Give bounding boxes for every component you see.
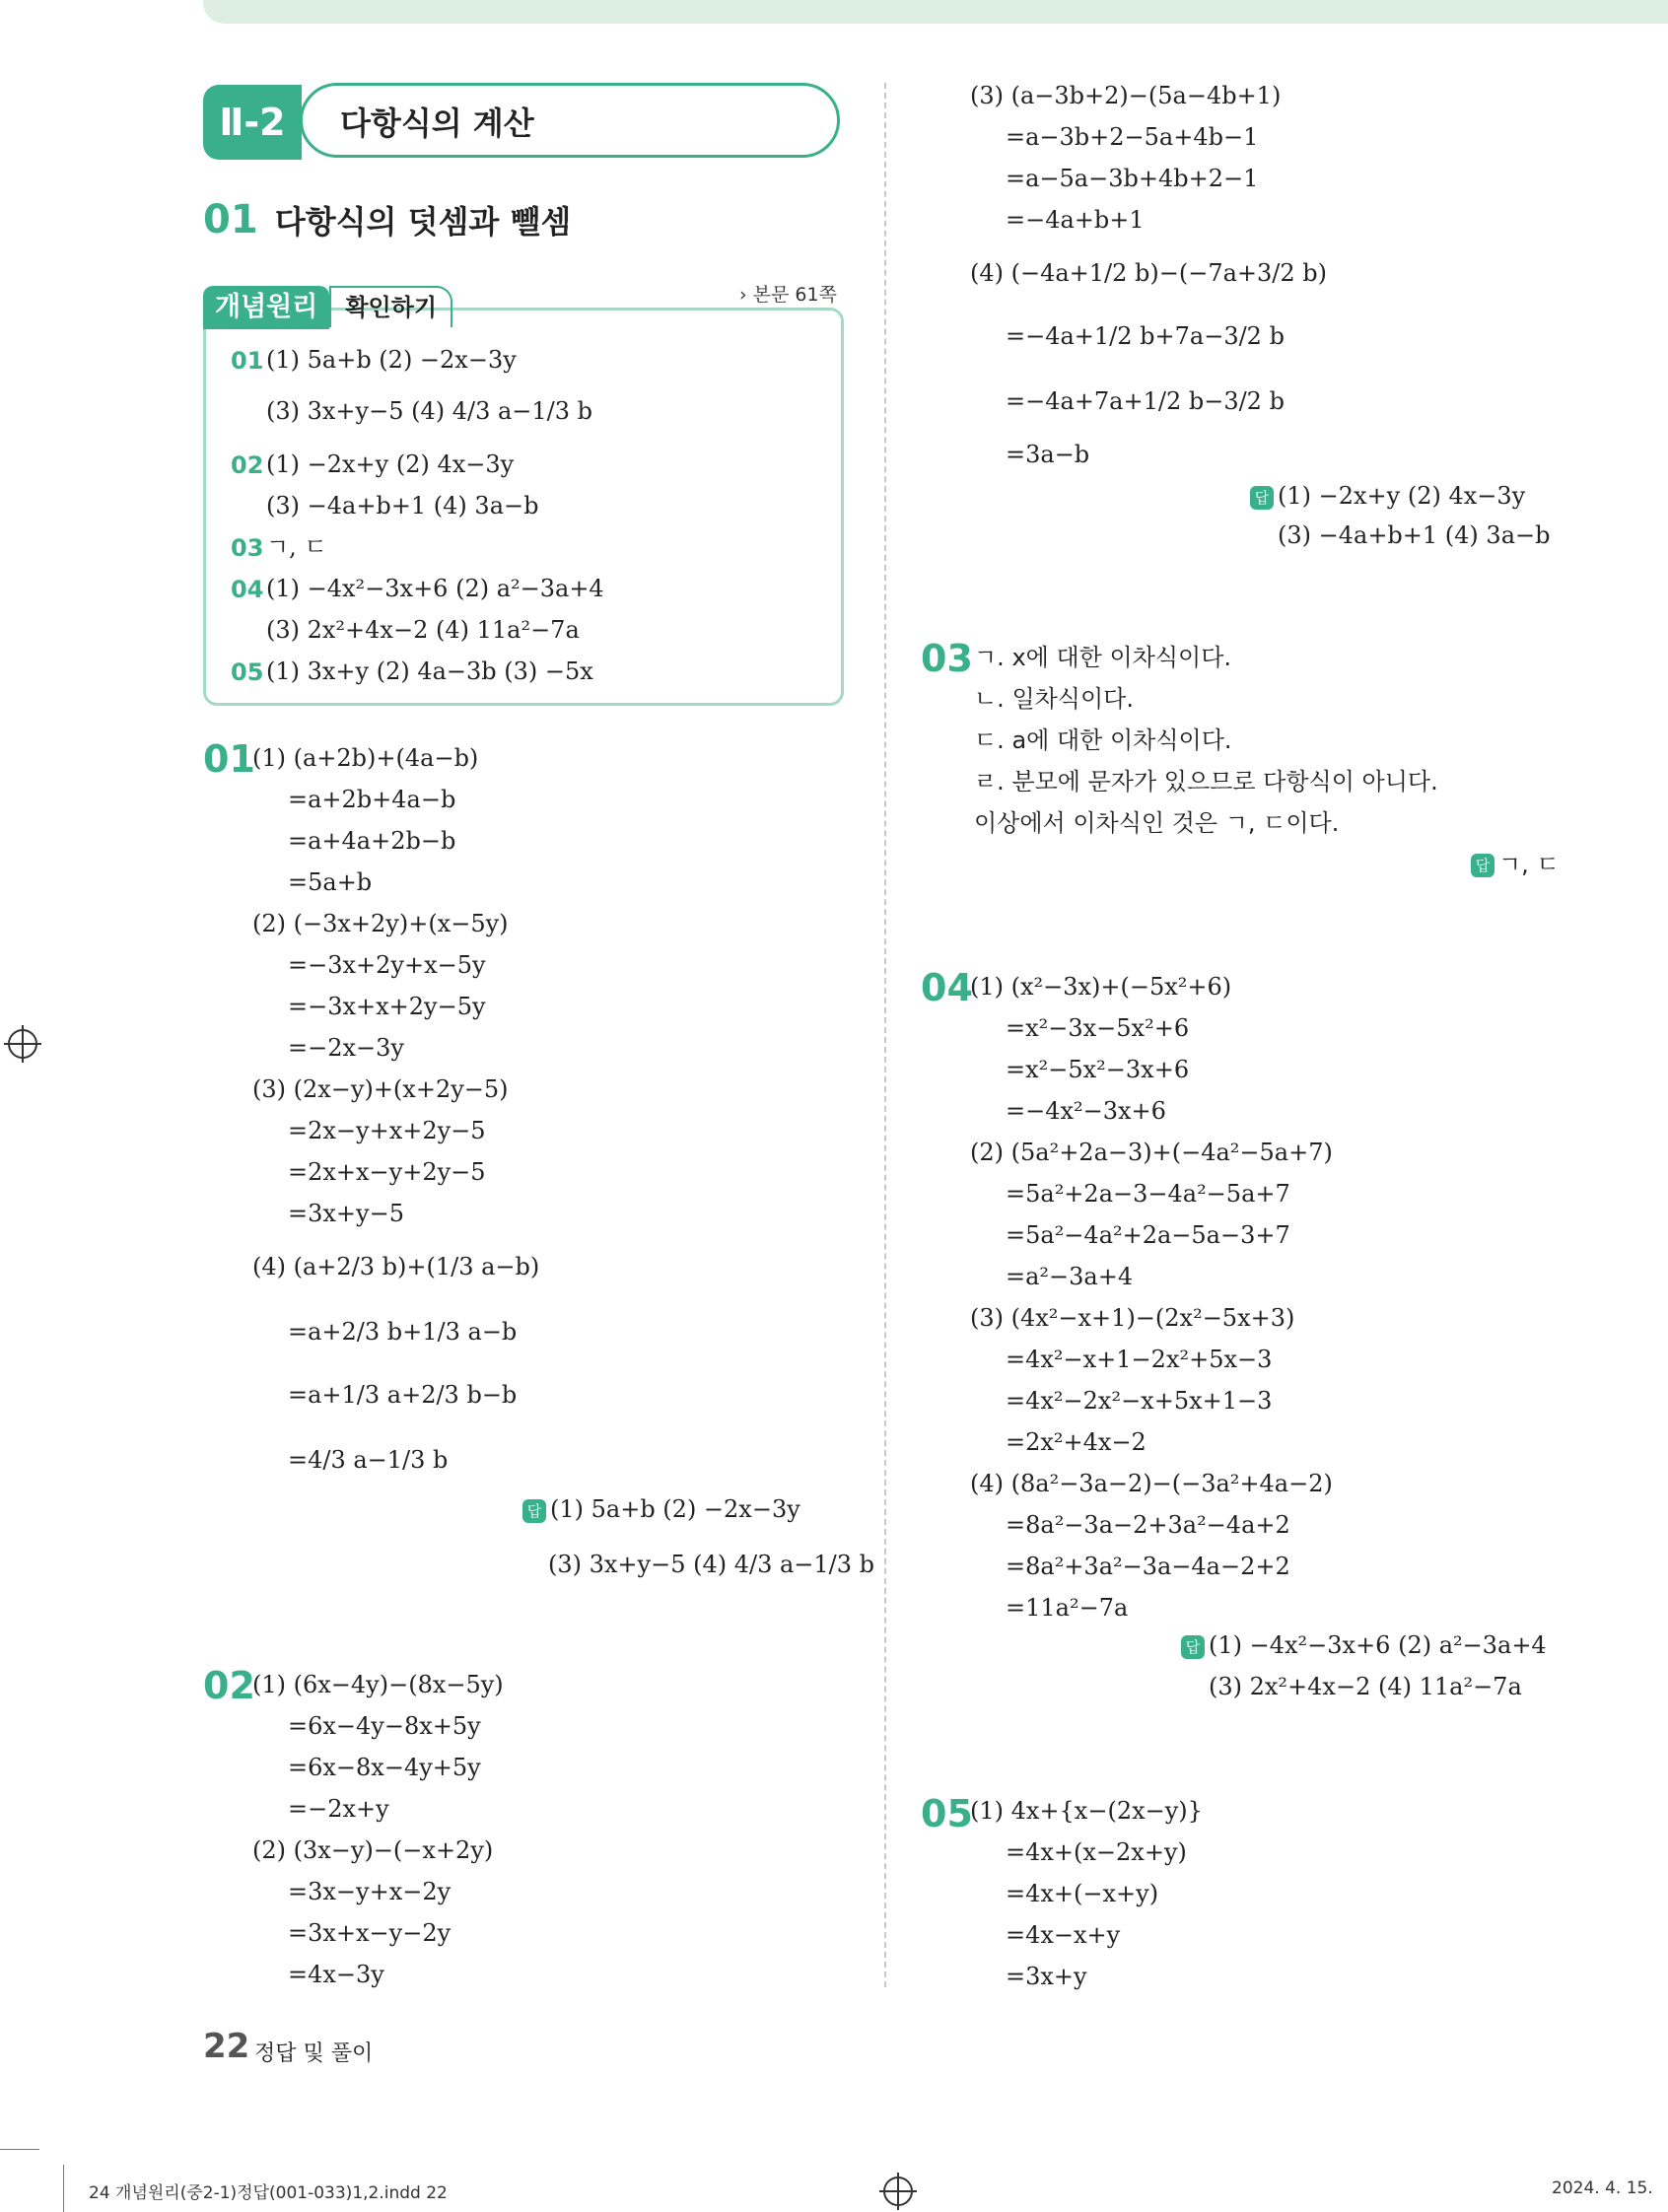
step-line: =−3x+2y+x−5y (288, 951, 486, 979)
step-line: =5a²+2a−3−4a²−5a+7 (1006, 1180, 1290, 1208)
chapter-tag: Ⅱ-2 (203, 85, 302, 160)
answer-line (1181, 1630, 1547, 1660)
problem-number: 01 (203, 737, 255, 781)
step-line: =a²−3a+4 (1006, 1263, 1134, 1290)
section-title-text: 다항식의 덧셈과 뺄셈 (274, 203, 572, 241)
step-line: ㄴ. 일차식이다. (974, 685, 1134, 713)
step-line: =2x−y+x+2y−5 (288, 1117, 486, 1144)
chapter-title: 다항식의 계산 (300, 83, 840, 158)
step-line: =3x+y−5 (288, 1200, 404, 1227)
registration-mark-icon (883, 2177, 913, 2206)
page-label: 정답 및 풀이 (254, 2041, 374, 2066)
step-line: =5a²−4a²+2a−5a−3+7 (1006, 1221, 1290, 1249)
step-line: (2) (5a²+2a−3)+(−4a²−5a+7) (970, 1139, 1333, 1166)
step-line: ㄷ. a에 대한 이차식이다. (974, 726, 1232, 754)
step-line: =3x+y (1006, 1963, 1087, 1990)
step-line: (2) (3x−y)−(−x+2y) (252, 1836, 494, 1864)
step-line: =−4a+7a+1/2 b−3/2 b (1006, 387, 1285, 415)
concept-box-header (203, 286, 452, 329)
answer-line (1250, 481, 1525, 511)
step-line: =a−5a−3b+4b+2−1 (1006, 165, 1259, 192)
step-line: =x²−5x²−3x+6 (1006, 1056, 1190, 1083)
answer-text: (3) 3x+y−5 (4) 4/3 a−1/3 b (548, 1551, 875, 1578)
problem-number: 05 (921, 1792, 973, 1835)
step-line: =4x²−2x²−x+5x+1−3 (1006, 1387, 1273, 1415)
step-line: =6x−8x−4y+5y (288, 1754, 481, 1781)
section-title (203, 197, 571, 242)
answer-mark-icon: 답 (1181, 1635, 1205, 1659)
item-number: 04 (231, 576, 264, 603)
item-line: (3) 2x²+4x−2 (4) 11a²−7a (266, 616, 580, 644)
step-line: =a+1/3 a+2/3 b−b (288, 1381, 518, 1409)
section-number: 01 (203, 197, 258, 242)
step-line: (3) (2x−y)+(x+2y−5) (252, 1075, 509, 1103)
chapter-header (203, 83, 844, 162)
step-line: ㄱ. x에 대한 이차식이다. (974, 644, 1232, 671)
item-number: 05 (231, 658, 264, 686)
item-number: 02 (231, 451, 264, 479)
page-reference: › 본문 61쪽 (739, 284, 837, 306)
item-line: (1) 3x+y (2) 4a−3b (3) −5x (266, 657, 593, 685)
crop-mark (63, 2165, 64, 2212)
registration-mark-icon (8, 1029, 37, 1059)
item-line: ㄱ, ㄷ (266, 533, 327, 561)
step-line: (4) (−4a+1/2 b)−(−7a+3/2 b) (970, 259, 1328, 287)
page-reference-text: 본문 61쪽 (752, 284, 837, 306)
answer-mark-icon: 답 (1250, 486, 1274, 510)
step-line: =4x−3y (288, 1961, 384, 1988)
step-line: (1) (6x−4y)−(8x−5y) (252, 1671, 504, 1698)
step-line: =8a²−3a−2+3a²−4a+2 (1006, 1511, 1290, 1539)
answer-mark-icon: 답 (1471, 854, 1494, 877)
problem-number: 04 (921, 966, 973, 1009)
top-banner (203, 0, 1668, 24)
step-line: =4/3 a−1/3 b (288, 1446, 449, 1474)
item-line: (1) 5a+b (2) −2x−3y (266, 346, 517, 374)
answer-text: (3) 2x²+4x−2 (4) 11a²−7a (1209, 1673, 1522, 1700)
answer-text: (3) −4a+b+1 (4) 3a−b (1278, 521, 1551, 549)
answer-text: (1) −2x+y (2) 4x−3y (1278, 482, 1526, 510)
step-line: =−2x+y (288, 1795, 389, 1823)
step-line: =5a+b (288, 868, 373, 896)
step-line: =3x−y+x−2y (288, 1878, 452, 1905)
step-line: =−2x−3y (288, 1034, 404, 1062)
item-line: (1) −4x²−3x+6 (2) a²−3a+4 (266, 575, 604, 602)
item-line: (1) −2x+y (2) 4x−3y (266, 450, 515, 478)
problem-number: 03 (921, 637, 973, 680)
step-line: =2x²+4x−2 (1006, 1428, 1147, 1456)
item-line: (3) −4a+b+1 (4) 3a−b (266, 492, 539, 519)
step-line: =6x−4y−8x+5y (288, 1712, 481, 1740)
step-line: =−3x+x+2y−5y (288, 993, 486, 1020)
step-line: (2) (−3x+2y)+(x−5y) (252, 910, 509, 937)
step-line: =4x−x+y (1006, 1921, 1121, 1949)
step-line: (3) (4x²−x+1)−(2x²−5x+3) (970, 1304, 1295, 1332)
step-line: (4) (8a²−3a−2)−(−3a²+4a−2) (970, 1470, 1333, 1497)
step-line: =a+4a+2b−b (288, 827, 456, 855)
step-line: =2x+x−y+2y−5 (288, 1158, 486, 1186)
column-divider (884, 83, 886, 1987)
item-line: (3) 3x+y−5 (4) 4/3 a−1/3 b (266, 397, 593, 425)
crop-mark (0, 2149, 39, 2150)
item-number: 01 (231, 347, 264, 375)
step-line: (4) (a+2/3 b)+(1/3 a−b) (252, 1253, 540, 1280)
step-line: =x²−3x−5x²+6 (1006, 1014, 1190, 1042)
step-line: (1) 4x+{x−(2x−y)} (970, 1797, 1203, 1825)
step-line: =11a²−7a (1006, 1594, 1129, 1622)
step-line: (3) (a−3b+2)−(5a−4b+1) (970, 82, 1282, 109)
step-line: =−4x²−3x+6 (1006, 1097, 1166, 1125)
answer-text: ㄱ, ㄷ (1498, 851, 1560, 878)
step-line: =3a−b (1006, 441, 1090, 468)
answer-text: (1) 5a+b (2) −2x−3y (550, 1495, 800, 1523)
answer-text: (1) −4x²−3x+6 (2) a²−3a+4 (1209, 1631, 1547, 1659)
item-number: 03 (231, 534, 264, 562)
step-line: =3x+x−y−2y (288, 1919, 452, 1947)
step-line: (1) (x²−3x)+(−5x²+6) (970, 973, 1232, 1001)
footer-date: 2024. 4. 15. (1552, 2178, 1653, 2198)
step-line: =4x²−x+1−2x²+5x−3 (1006, 1346, 1273, 1373)
answer-line (522, 1494, 800, 1524)
step-line: =a+2/3 b+1/3 a−b (288, 1318, 518, 1346)
concept-box-label: 개념원리 (203, 286, 329, 329)
step-line: ㄹ. 분모에 문자가 있으므로 다항식이 아니다. (974, 768, 1438, 795)
step-line: =8a²+3a²−3a−4a−2+2 (1006, 1553, 1290, 1580)
step-line: 이상에서 이차식인 것은 ㄱ, ㄷ이다. (974, 809, 1340, 837)
problem-number: 02 (203, 1664, 255, 1707)
answer-mark-icon: 답 (522, 1499, 546, 1523)
step-line: =a−3b+2−5a+4b−1 (1006, 123, 1259, 151)
step-line: =4x+(x−2x+y) (1006, 1838, 1187, 1866)
step-line: =−4a+1/2 b+7a−3/2 b (1006, 322, 1285, 350)
step-line: =−4a+b+1 (1006, 206, 1145, 234)
footer-filename: 24 개념원리(중2-1)정답(001-033)1,2.indd 22 (89, 2183, 448, 2203)
concept-box-sublabel: 확인하기 (329, 286, 452, 327)
step-line: (1) (a+2b)+(4a−b) (252, 744, 479, 772)
step-line: =4x+(−x+y) (1006, 1880, 1159, 1907)
page-number: 22 (203, 2027, 250, 2066)
answer-line (1471, 850, 1560, 879)
step-line: =a+2b+4a−b (288, 786, 456, 813)
